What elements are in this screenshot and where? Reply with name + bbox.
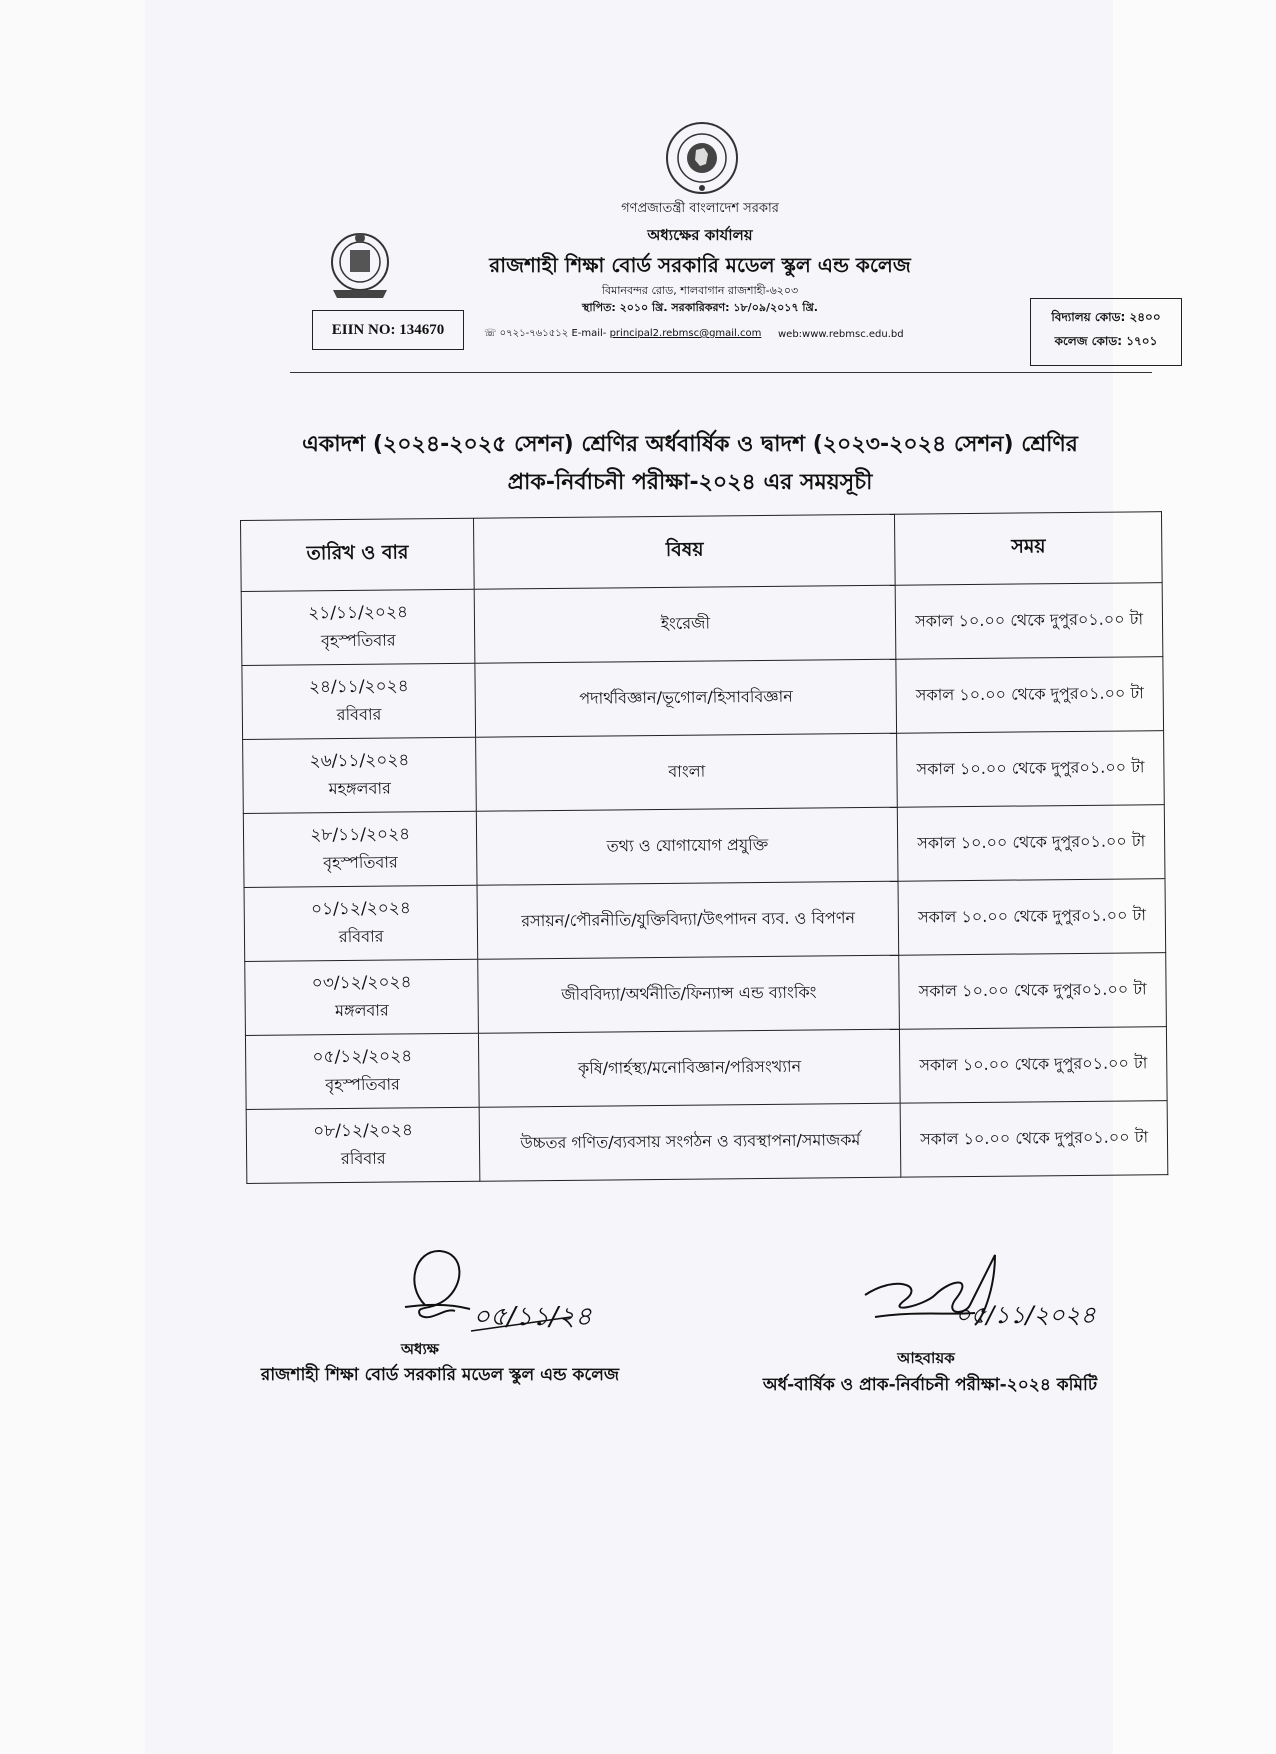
exam-day: বৃহস্পতিবার — [320, 630, 396, 651]
convener-title: আহবায়ক — [897, 1349, 955, 1367]
eiin-box: EIIN NO: 134670 — [312, 310, 464, 350]
header-divider — [290, 372, 1152, 373]
header-time: সময় — [895, 512, 1162, 586]
time-cell: সকাল ১০.০০ থেকে দুপুর০১.০০ টা — [898, 879, 1165, 956]
exam-date: ২৪/১১/২০২৪ — [308, 676, 409, 698]
principal-signature — [385, 1245, 592, 1345]
exam-date: ০৫/১২/২০২৪ — [312, 1046, 413, 1068]
exam-date: ০৩/১২/২০২৪ — [311, 972, 412, 994]
principal-signature-date: ০৫/১১/২৪ — [473, 1302, 592, 1332]
table-row — [244, 879, 1166, 962]
time-cell: সকাল ১০.০০ থেকে দুপুর০১.০০ টা — [897, 731, 1164, 808]
government-name: গণপ্রজাতন্ত্রী বাংলাদেশ সরকার — [621, 201, 779, 216]
email-link[interactable]: principal2.rebmsc@gmail.com — [609, 328, 762, 339]
government-emblem-icon — [664, 120, 740, 196]
time-cell: সকাল ১০.০০ থেকে দুপুর০১.০০ টা — [898, 805, 1165, 882]
school-address: বিমানবন্দর রোড, শালবাগান রাজশাহী-৬২০৩ — [601, 284, 799, 297]
table-row — [245, 1027, 1167, 1110]
principal-organization: রাজশাহী শিক্ষা বোর্ড সরকারি মডেল স্কুল এন্ড কলেজ — [260, 1365, 620, 1385]
college-code: কলেজ কোড: ১৭০১ — [1054, 334, 1158, 348]
exam-date: ০১/১২/২০২৪ — [310, 898, 411, 920]
institution-codes-box — [1030, 298, 1182, 366]
date-day-cell — [245, 1033, 479, 1109]
page-margin-left — [0, 0, 145, 1754]
establishment-info: স্থাপিত: ২০১০ খ্রি. সরকারিকরণ: ১৮/০৯/২০১৭ খ্রি. — [582, 301, 818, 314]
subject-cell: বাংলা — [476, 733, 898, 811]
schedule-title-line2: প্রাক-নির্বাচনী পরীক্ষা-২০২৪ এর সময়সূচী — [507, 470, 873, 495]
committee-name: অর্ধ-বার্ষিক ও প্রাক-নির্বাচনী পরীক্ষা-২০২৪ কমিটি — [762, 1375, 1098, 1395]
subject-cell: উচ্চতর গণিত/ব্যবসায় সংগঠন ও ব্যবস্থাপনা/সমাজকর্ম — [480, 1103, 902, 1181]
subject-cell: তথ্য ও যোগাযোগ প্রযুক্তি — [477, 807, 899, 885]
exam-date: ২৮/১১/২০২৪ — [310, 824, 411, 846]
exam-day: বৃহস্পতিবার — [323, 852, 398, 873]
table-row — [246, 1101, 1168, 1184]
table-row — [242, 657, 1164, 740]
date-day-cell — [246, 1107, 480, 1183]
table-header-row — [241, 512, 1163, 592]
school-logo-icon — [325, 226, 395, 306]
school-code: বিদ্যালয় কোড: ২৪০০ — [1051, 310, 1161, 324]
contact-info — [484, 326, 761, 343]
date-day-cell — [242, 663, 476, 739]
exam-day: মহঙ্গলবার — [328, 778, 391, 799]
date-day-cell — [243, 811, 477, 887]
header-date-day: তারিখ ও বার — [241, 518, 475, 591]
time-cell: সকাল ১০.০০ থেকে দুপুর০১.০০ টা — [899, 953, 1166, 1030]
exam-date: ০৮/১২/২০২৪ — [313, 1120, 414, 1142]
table-row — [243, 805, 1165, 888]
subject-cell: কৃষি/গার্হস্থ্য/মনোবিজ্ঞান/পরিসংখ্যান — [479, 1029, 901, 1107]
office-name: অধ্যক্ষের কার্যালয় — [647, 226, 753, 244]
time-cell: সকাল ১০.০০ থেকে দুপুর০১.০০ টা — [896, 657, 1163, 734]
date-day-cell — [241, 589, 475, 665]
subject-cell: রসায়ন/পৌরনীতি/যুক্তিবিদ্যা/উৎপাদন ব্যব. ও বিপণন — [477, 881, 899, 959]
header-subject: বিষয় — [474, 514, 896, 589]
subject-cell: ইংরেজী — [475, 585, 897, 663]
exam-day: মঙ্গলবার — [334, 1000, 389, 1021]
exam-date: ২১/১১/২০২৪ — [308, 602, 409, 624]
time-cell: সকাল ১০.০০ থেকে দুপুর০১.০০ টা — [900, 1027, 1167, 1104]
date-day-cell — [243, 737, 477, 813]
exam-date: ২৬/১১/২০২৪ — [309, 750, 410, 772]
website-text: web:www.rebmsc.edu.bd — [778, 329, 904, 340]
exam-schedule-table — [240, 511, 1168, 1184]
school-name: রাজশাহী শিক্ষা বোর্ড সরকারি মডেল স্কুল এন্ড কলেজ — [489, 253, 911, 277]
time-cell: সকাল ১০.০০ থেকে দুপুর০১.০০ টা — [900, 1101, 1167, 1178]
convener-signature — [855, 1245, 1096, 1345]
table-row — [245, 953, 1167, 1036]
exam-day: রবিবার — [340, 1148, 386, 1169]
date-day-cell — [245, 959, 479, 1035]
schedule-title-line1: একাদশ (২০২৪-২০২৫ সেশন) শ্রেণির অর্ধবার্ষিক ও দ্বাদশ (২০২৩-২০২৪ সেশন) শ্রেণির — [302, 432, 1078, 457]
exam-day: রবিবার — [338, 926, 384, 947]
subject-cell: জীববিদ্যা/অর্থনীতি/ফিন্যান্স এন্ড ব্যাংকিং — [478, 955, 900, 1033]
exam-day: বৃহস্পতিবার — [325, 1074, 400, 1095]
exam-day: রবিবার — [336, 704, 382, 725]
phone-text: ☏ ০৭২১-৭৬১৫১২ E-mail- — [484, 328, 610, 339]
principal-title: অধ্যক্ষ — [401, 1340, 439, 1358]
table-row — [241, 583, 1163, 666]
table-row — [243, 731, 1165, 814]
subject-cell: পদার্থবিজ্ঞান/ভূগোল/হিসাববিজ্ঞান — [475, 659, 897, 737]
time-cell: সকাল ১০.০০ থেকে দুপুর০১.০০ টা — [895, 583, 1162, 660]
date-day-cell — [244, 885, 478, 961]
convener-signature-date: ০৫/১১/২০২৪ — [955, 1301, 1096, 1329]
